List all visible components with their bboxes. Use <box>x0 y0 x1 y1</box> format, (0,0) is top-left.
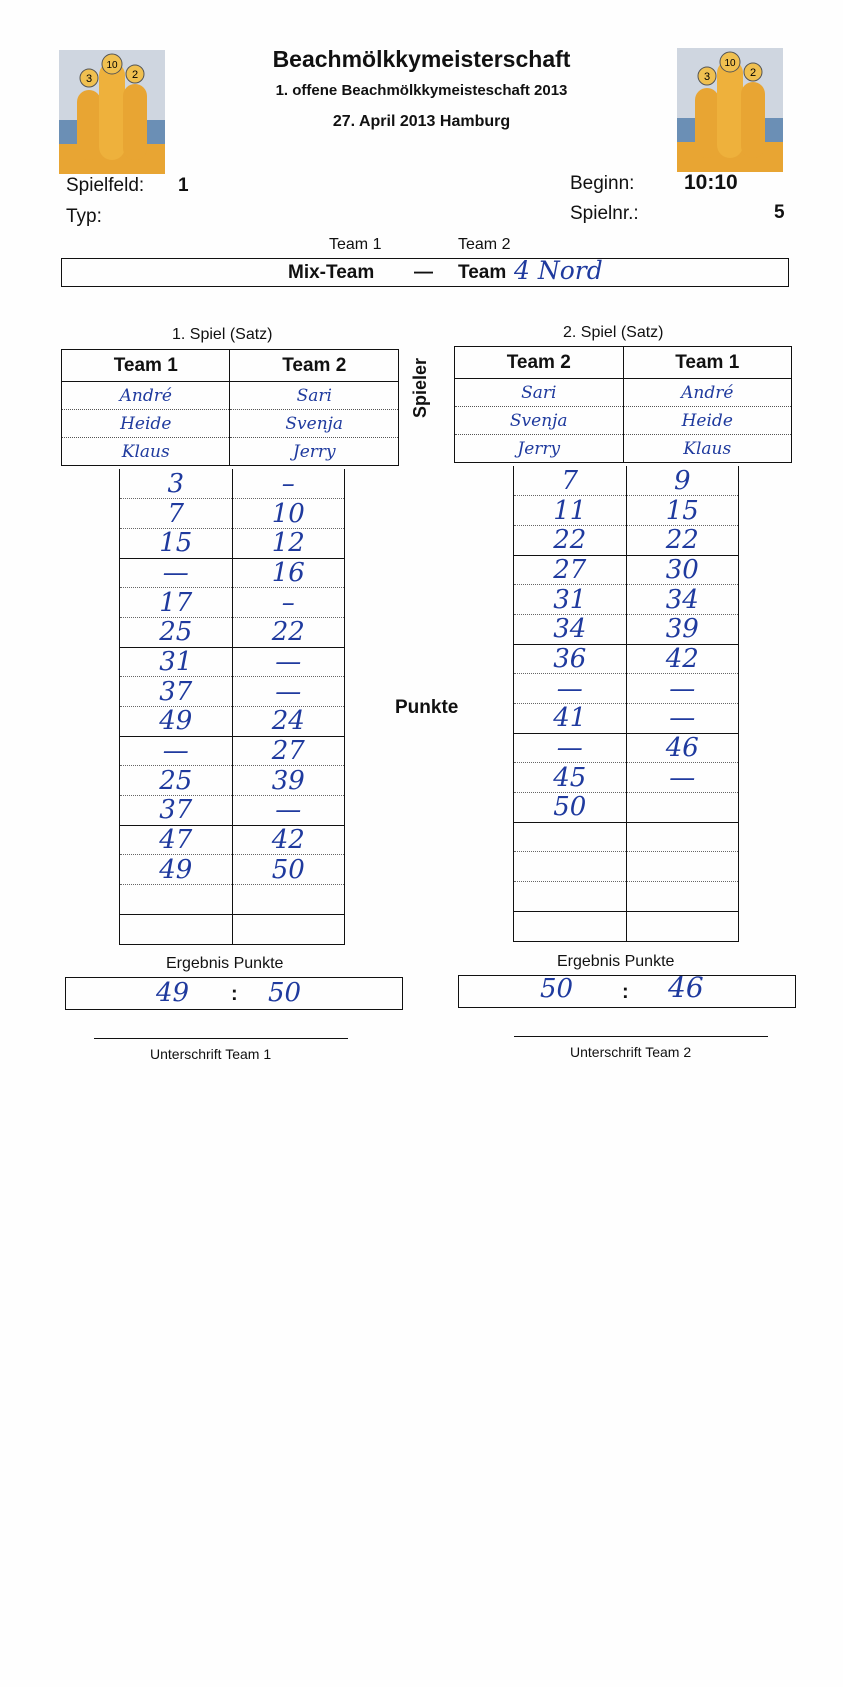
score-row <box>120 707 345 737</box>
game2-result-right: 46 <box>668 971 704 1004</box>
score-cell-right: — <box>626 704 739 734</box>
game2-col-right-header: Team 1 <box>623 347 792 379</box>
game1-result-right: 50 <box>268 978 302 1008</box>
score-cell-right: — <box>232 647 345 677</box>
score-row <box>120 855 345 885</box>
score-cell-left: 36 <box>514 644 627 674</box>
score-row <box>514 585 739 615</box>
page-title: Beachmölkkymeisterschaft <box>272 46 571 72</box>
player-row <box>455 407 792 435</box>
score-cell-left: — <box>514 733 627 763</box>
game1-result-label: Ergebnis Punkte <box>166 955 284 972</box>
score-cell-left: 25 <box>120 617 233 647</box>
score-cell-left: 27 <box>514 555 627 585</box>
score-row <box>514 733 739 763</box>
score-cell-right: 27 <box>232 736 345 766</box>
score-cell-left: 31 <box>514 585 627 615</box>
score-cell-left: 31 <box>120 647 233 677</box>
player-name-left: Heide <box>62 410 230 438</box>
team2-column-label: Team 2 <box>458 236 511 253</box>
score-row <box>120 588 345 618</box>
game2-players-table <box>454 346 792 463</box>
score-row <box>120 558 345 588</box>
logo-pin-right: 2 <box>131 69 139 81</box>
player-name-left: Sari <box>455 379 624 407</box>
beginn-value: 10:10 <box>684 171 738 194</box>
punkte-label: Punkte <box>395 697 459 718</box>
score-row <box>514 882 739 912</box>
player-name-left: Jerry <box>455 435 624 463</box>
game1-heading: 1. Spiel (Satz) <box>172 326 273 343</box>
player-row <box>62 410 399 438</box>
score-cell-right: 42 <box>232 825 345 855</box>
player-row <box>455 435 792 463</box>
score-cell-right <box>626 911 739 941</box>
score-row <box>120 736 345 766</box>
score-cell-left: — <box>120 736 233 766</box>
game1-col-left-header: Team 1 <box>62 350 230 382</box>
score-row <box>514 822 739 852</box>
score-cell-left <box>120 885 233 915</box>
team-separator: — <box>414 262 433 283</box>
score-cell-right: 24 <box>232 707 345 737</box>
score-cell-right <box>232 914 345 944</box>
score-cell-right: — <box>626 674 739 704</box>
player-row <box>62 382 399 410</box>
score-cell-left: 11 <box>514 496 627 526</box>
score-cell-left: 17 <box>120 588 233 618</box>
score-row <box>514 763 739 793</box>
score-cell-left <box>514 911 627 941</box>
player-row <box>455 379 792 407</box>
score-cell-left: 34 <box>514 614 627 644</box>
score-cell-left: 37 <box>120 677 233 707</box>
player-row <box>62 438 399 466</box>
score-cell-right <box>232 885 345 915</box>
score-row <box>120 528 345 558</box>
score-cell-left: 7 <box>120 499 233 529</box>
player-name-left: Klaus <box>62 438 230 466</box>
spielnr-value: 5 <box>774 202 785 223</box>
score-row <box>514 614 739 644</box>
team1-column-label: Team 1 <box>329 236 382 253</box>
score-row <box>120 647 345 677</box>
score-row <box>514 852 739 882</box>
score-row <box>514 466 739 496</box>
score-row <box>120 796 345 826</box>
score-cell-right <box>626 793 739 823</box>
event-date-place: 27. April 2013 Hamburg <box>332 113 511 130</box>
score-row <box>120 885 345 915</box>
score-cell-right <box>626 882 739 912</box>
score-row <box>120 499 345 529</box>
score-cell-left: 49 <box>120 707 233 737</box>
score-cell-left: 15 <box>120 528 233 558</box>
player-name-left: André <box>62 382 230 410</box>
player-name-right: Sari <box>230 382 399 410</box>
score-cell-right: 50 <box>232 855 345 885</box>
player-name-right: Heide <box>623 407 792 435</box>
score-row <box>120 766 345 796</box>
score-row <box>514 674 739 704</box>
logo-pin-center: 10 <box>106 60 118 71</box>
score-cell-left <box>514 882 627 912</box>
game1-result-colon: : <box>231 983 238 1005</box>
score-row <box>514 704 739 734</box>
game1-result-left: 49 <box>156 978 190 1008</box>
score-cell-right: — <box>626 763 739 793</box>
score-cell-left: — <box>514 674 627 704</box>
score-cell-right: – <box>232 469 345 499</box>
score-cell-right <box>626 852 739 882</box>
score-cell-left: 25 <box>120 766 233 796</box>
score-cell-right: — <box>232 677 345 707</box>
score-cell-right: 15 <box>626 496 739 526</box>
signature-label-team2: Unterschrift Team 2 <box>570 1044 692 1060</box>
score-cell-left: 7 <box>514 466 627 496</box>
page-subtitle: 1. offene Beachmölkkymeisteschaft 2013 <box>275 82 568 99</box>
signature-line-team1 <box>94 1038 348 1039</box>
player-name-left: Svenja <box>455 407 624 435</box>
signature-line-team2 <box>514 1036 768 1037</box>
score-cell-left <box>514 822 627 852</box>
score-row <box>120 677 345 707</box>
game2-result-left: 50 <box>540 974 574 1004</box>
score-cell-right: 16 <box>232 558 345 588</box>
player-name-right: André <box>623 379 792 407</box>
spieler-label: Spieler <box>410 357 430 418</box>
game2-scores-table <box>513 466 739 942</box>
signature-label-team1: Unterschrift Team 1 <box>150 1046 272 1062</box>
score-cell-right: – <box>232 588 345 618</box>
player-name-right: Svenja <box>230 410 399 438</box>
game2-heading: 2. Spiel (Satz) <box>563 324 664 341</box>
spielfeld-value: 1 <box>178 175 189 196</box>
team2-name: Team <box>458 262 507 283</box>
logo-pin-left: 3 <box>703 71 711 83</box>
score-cell-right: 30 <box>626 555 739 585</box>
score-row <box>120 469 345 499</box>
score-cell-right: 39 <box>626 614 739 644</box>
score-cell-left: — <box>120 558 233 588</box>
score-cell-right: 42 <box>626 644 739 674</box>
score-cell-left: 45 <box>514 763 627 793</box>
player-name-right: Jerry <box>230 438 399 466</box>
logo-pin-left: 3 <box>85 73 93 85</box>
score-row <box>120 825 345 855</box>
typ-label: Typ: <box>66 206 102 227</box>
score-cell-left: 47 <box>120 825 233 855</box>
beginn-label: Beginn: <box>570 173 635 194</box>
game1-col-right-header: Team 2 <box>230 350 399 382</box>
score-cell-right <box>626 822 739 852</box>
score-row <box>514 644 739 674</box>
game2-col-left-header: Team 2 <box>455 347 624 379</box>
score-cell-right: 46 <box>626 733 739 763</box>
score-cell-left: 41 <box>514 704 627 734</box>
score-row <box>514 911 739 941</box>
score-cell-left: 3 <box>120 469 233 499</box>
game1-scores-table <box>119 469 345 945</box>
score-cell-left: 37 <box>120 796 233 826</box>
score-cell-left <box>120 914 233 944</box>
score-row <box>120 617 345 647</box>
score-cell-right: — <box>232 796 345 826</box>
spielfeld-label: Spielfeld: <box>66 175 145 196</box>
score-cell-left: 50 <box>514 793 627 823</box>
score-cell-right: 22 <box>232 617 345 647</box>
score-cell-left: 22 <box>514 525 627 555</box>
score-cell-right: 39 <box>232 766 345 796</box>
game2-result-label: Ergebnis Punkte <box>557 953 675 970</box>
score-cell-left <box>514 852 627 882</box>
score-cell-left: 49 <box>120 855 233 885</box>
score-cell-right: 12 <box>232 528 345 558</box>
player-name-right: Klaus <box>623 435 792 463</box>
spielnr-label: Spielnr.: <box>570 203 639 224</box>
logo-pin-right: 2 <box>749 67 757 79</box>
team2-name-handwritten: 4 Nord <box>514 256 603 285</box>
score-row <box>514 496 739 526</box>
score-cell-right: 9 <box>626 466 739 496</box>
game1-players-table <box>61 349 399 466</box>
score-row <box>120 914 345 944</box>
score-cell-right: 10 <box>232 499 345 529</box>
game2-result-colon: : <box>622 981 629 1003</box>
score-row <box>514 555 739 585</box>
score-row <box>514 525 739 555</box>
score-row <box>514 793 739 823</box>
logo-pin-center: 10 <box>724 58 736 69</box>
score-cell-right: 22 <box>626 525 739 555</box>
team1-name: Mix-Team <box>288 262 375 283</box>
score-cell-right: 34 <box>626 585 739 615</box>
